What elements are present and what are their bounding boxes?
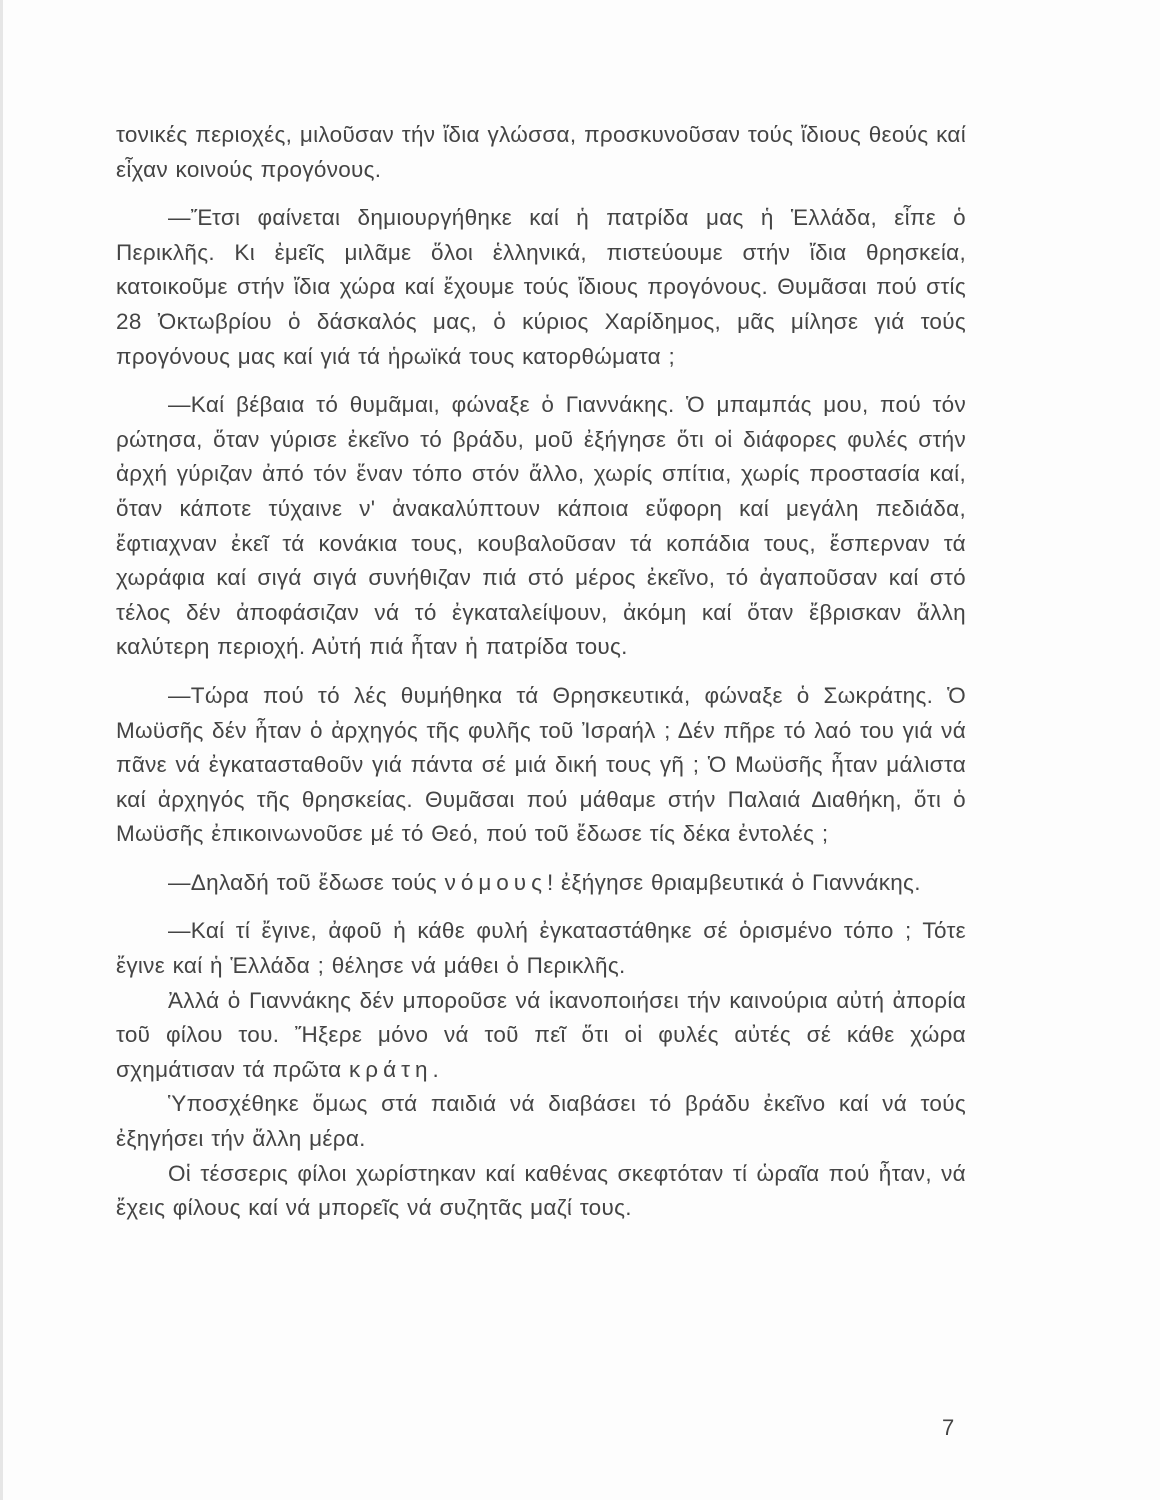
paragraph-continuation: τονικές περιοχές, μιλοῦσαν τήν ἴδια γλώσσα, προσκυνοῦσαν τούς ἴδιους θεούς καί εἶχαν κοινούς προγόνους.: [116, 122, 966, 182]
paragraph-laws-end: ! ἐξήγησε θριαμβευτικά ὁ Γιαννάκης.: [546, 869, 921, 895]
paragraph-states-start: Ἀλλά ὁ Γιαννάκης δέν μποροῦσε νά ἱκανοποιήσει τήν καινούρια αὐτή ἀπορία τοῦ φίλου του. Ἤξερε μόνο νά τοῦ πεῖ ὅτι οἱ φυλές αὐτές σέ κάθε χώρα σχημάτισαν τά πρῶτα: [116, 987, 966, 1082]
paragraph-socrates-dialogue: —Τώρα πού τό λές θυμήθηκα τά Θρησκευτικά, φώναξε ὁ Σωκράτης. Ὁ Μωϋσῆς δέν ἦταν ὁ ἀρχηγός τῆς φυλῆς τοῦ Ἰσραήλ ; Δέν πῆρε τό λαό του γιά νά πᾶνε νά ἐγκατασταθοῦν γιά πάντα σέ μιά δική τους γῆ ; Ὁ Μωϋσῆς ἦταν μάλιστα καί ἀρχηγός τῆς θρησκείας. Θυμᾶσαι πού μάθαμε στήν Παλαιά Διαθήκη, ὅτι ὁ Μωϋσῆς ἐπικοινωνοῦσε μέ τό Θεό, πού τοῦ ἔδωσε τίς δέκα ἐντολές ;: [116, 682, 966, 847]
paragraph-laws: [116, 866, 966, 901]
emphasized-word-laws: νόμους: [444, 869, 547, 895]
page-edge-shadow: [0, 0, 3, 1500]
paragraph-pericles-dialogue: —Ἔτσι φαίνεται δημιουργήθηκε καί ἡ πατρίδα μας ἡ Ἑλλάδα, εἶπε ὁ Περικλῆς. Κι ἐμεῖς μιλᾶμε ὅλοι ἑλληνικά, πιστεύουμε στήν ἴδια θρησκεία, κατοικοῦμε στήν ἴδια χώρα καί ἔχουμε τούς ἴδιους προγόνους. Θυμᾶσαι πού στίς 28 Ὀκτωβρίου ὁ δάσκαλός μας, ὁ κύριος Χαρίδημος, μᾶς μίλησε γιά τούς προγόνους μας καί γιά τά ἡρωϊκά τους κατορθώματα ;: [116, 205, 966, 369]
page-number: 7: [942, 1415, 955, 1440]
paragraph-giannakis-reply: —Καί βέβαια τό θυμᾶμαι, φώναξε ὁ Γιαννάκης. Ὁ μπαμπάς μου, πού τόν ρώτησα, ὅταν γύρισε ἐκεῖνο τό βράδυ, μοῦ ἐξήγησε ὅτι οἱ διάφορες φυλές στήν ἀρχή γύριζαν ἀπό τόν ἕναν τόπο στόν ἄλλο, χωρίς σπίτια, χωρίς προστασία καί, ὅταν κάποτε τύχαινε ν' ἀνακαλύπτουν κάποια εὔφορη καί μεγάλη πεδιάδα, ἔφτιαχναν ἐκεῖ τά κονάκια τους, κουβαλοῦσαν τά κοπάδια τους, ἔσπερναν τά χωράφια καί σιγά σιγά συνήθιζαν πιά στό μέρος ἐκεῖνο, τό ἀγαποῦσαν καί στό τέλος δέν ἀποφάσιζαν νά τό ἐγκαταλείψουν, ἀκόμη καί ὅταν ἔβρισκαν ἄλλη καλύτερη περιοχή. Αὐτή πιά ἦταν ἡ πατρίδα τους.: [116, 392, 966, 660]
emphasized-word-states: κράτη: [349, 1056, 433, 1082]
paragraph-pericles-question: —Καί τί ἔγινε, ἀφοῦ ἡ κάθε φυλή ἐγκαταστάθηκε σέ ὁρισμένο τόπο ; Τότε ἔγινε καί ἡ Ἑλλάδα ; θέλησε νά μάθει ὁ Περικλῆς.: [116, 918, 966, 979]
paragraph-states-end: .: [432, 1056, 440, 1082]
body-text: [116, 118, 966, 1226]
paragraph-closing: Οἱ τέσσερις φίλοι χωρίστηκαν καί καθένας σκεφτόταν τί ὡραῖα πού ἦταν, νά ἔχεις φίλους καί νά μπορεῖς νά συζητᾶς μαζί τους.: [116, 1160, 966, 1221]
paragraph-promise: Ὑποσχέθηκε ὅμως στά παιδιά νά διαβάσει τό βράδυ ἐκεῖνο καί νά τούς ἐξηγήσει τήν ἄλλη μέρα.: [116, 1091, 966, 1152]
paragraph-laws-start: —Δηλαδή τοῦ ἔδωσε τούς: [168, 869, 445, 895]
paragraph-states: [116, 984, 966, 1088]
